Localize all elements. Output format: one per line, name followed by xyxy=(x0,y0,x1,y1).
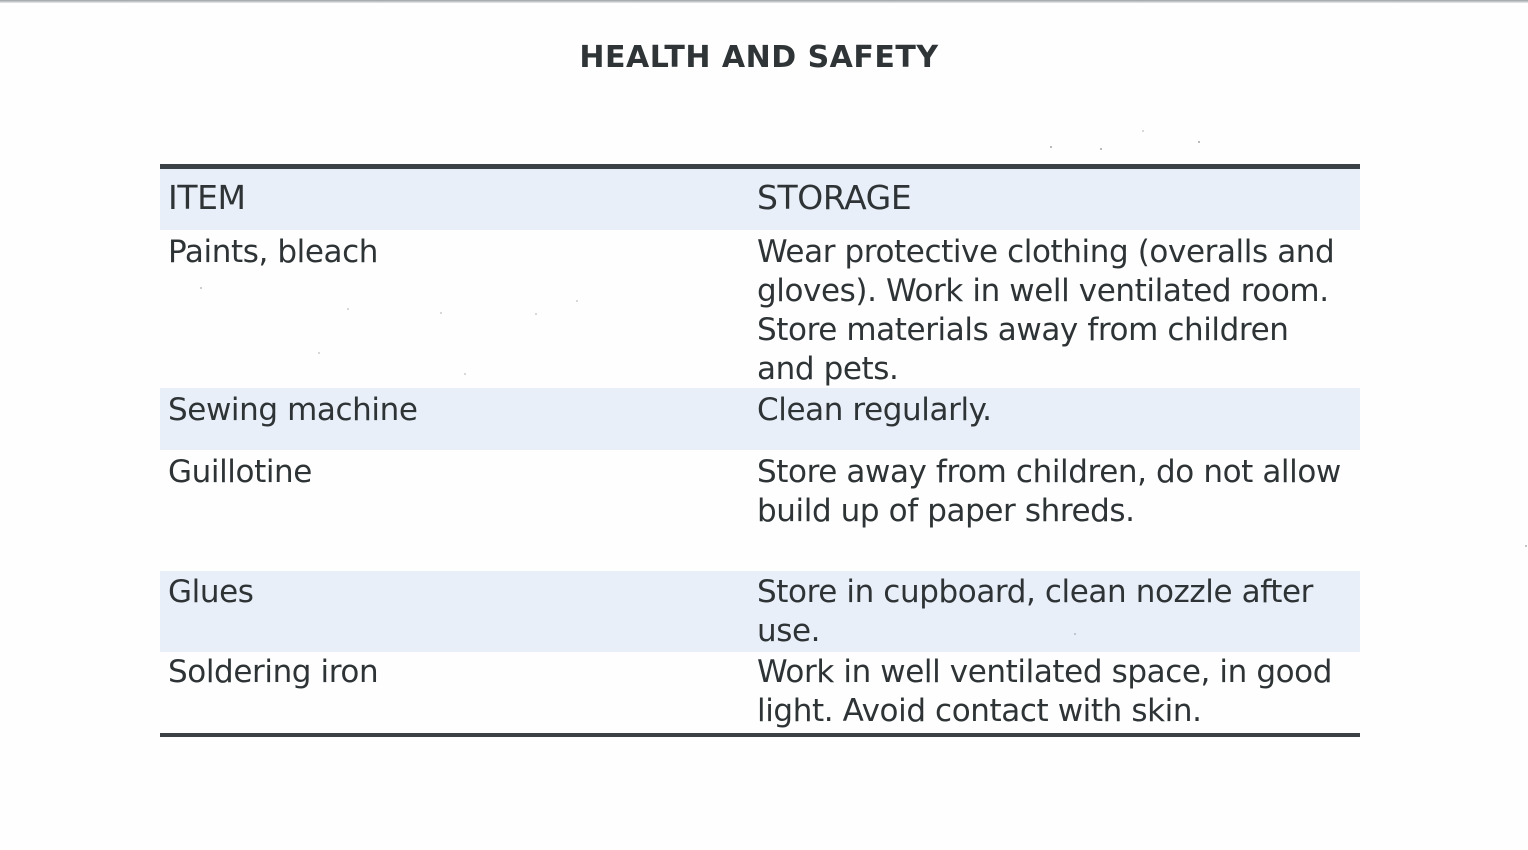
health-safety-table xyxy=(160,164,1360,737)
table-row xyxy=(160,652,1360,733)
page-title: HEALTH AND SAFETY xyxy=(579,40,939,75)
scan-speck xyxy=(464,373,466,375)
scan-speck xyxy=(535,313,537,315)
table-row xyxy=(160,571,1360,652)
table-row xyxy=(160,388,1360,450)
scan-speck xyxy=(1198,141,1200,143)
scan-speck xyxy=(1074,633,1076,635)
table-row xyxy=(160,450,1360,571)
scan-speck xyxy=(347,308,349,310)
storage-cell: Work in well ventilated space, in good light. Avoid contact with skin. xyxy=(757,654,1333,729)
item-cell: Guillotine xyxy=(168,454,312,490)
storage-cell: Store in cupboard, clean nozzle after use. xyxy=(757,574,1313,649)
item-cell: Paints, bleach xyxy=(168,234,379,270)
scan-speck xyxy=(1142,130,1144,132)
item-cell: Sewing machine xyxy=(168,392,418,428)
scan-edge xyxy=(0,0,1528,3)
item-cell: Glues xyxy=(168,574,254,610)
column-header-item: ITEM xyxy=(168,178,246,217)
scan-speck xyxy=(576,300,578,302)
table-header-row xyxy=(160,169,1360,230)
scan-speck xyxy=(318,352,320,354)
scan-speck xyxy=(1050,146,1052,148)
column-header-storage: STORAGE xyxy=(757,178,912,217)
scan-speck xyxy=(440,312,442,314)
table-row xyxy=(160,230,1360,388)
scan-speck xyxy=(200,287,202,289)
storage-cell: Store away from children, do not allow build up of paper shreds. xyxy=(757,454,1341,529)
storage-cell: Clean regularly. xyxy=(757,392,992,428)
storage-cell: Wear protective clothing (overalls and gloves). Work in well ventilated room. Store materials away from children and pets. xyxy=(757,234,1335,387)
item-cell: Soldering iron xyxy=(168,654,379,690)
scan-speck xyxy=(1100,148,1102,150)
scan-speck xyxy=(1525,545,1527,547)
